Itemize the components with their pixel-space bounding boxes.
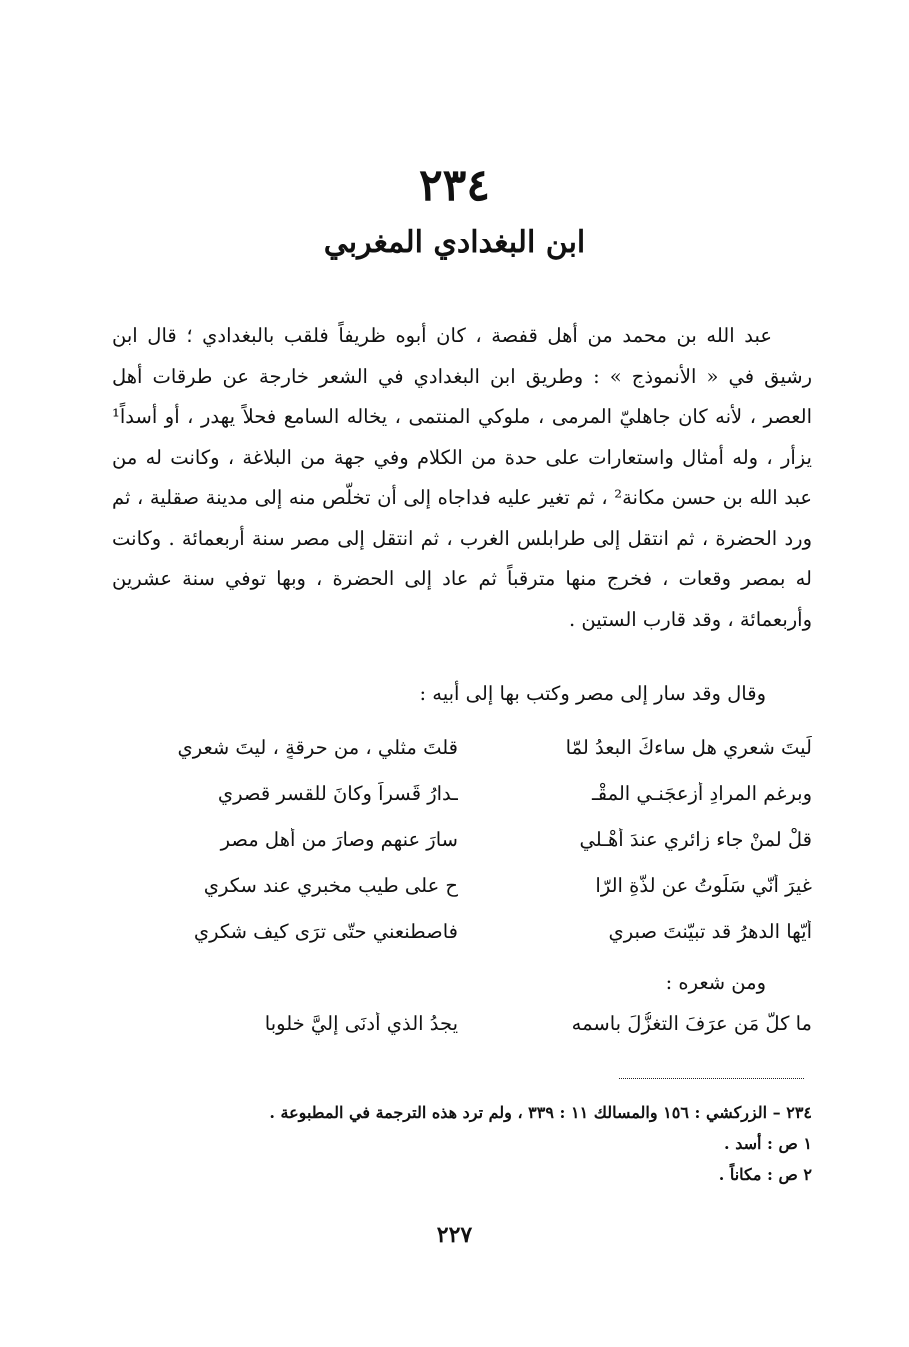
verse-3: [112, 816, 812, 862]
verse-second-hemistich: سارَ عنهم وصارَ من أهلِ مصر: [220, 827, 458, 851]
page-number: ٢٢٧: [436, 1222, 473, 1248]
footnote-source: ٢٣٤ – الزركشي : ١٥٦ والمسالك ١١ : ٣٣٩ ، ولم ترد هذه الترجمة في المطبوعة .: [269, 1103, 812, 1122]
verse-5: [112, 908, 812, 954]
verse-first-hemistich: أيّها الدهرُ قد تبيّنتَ صبري: [608, 919, 812, 943]
poem-intro: وقال وقد سار إلى مصر وكتب بها إلى أبيه :: [419, 682, 766, 705]
verse-2: [112, 770, 812, 816]
footnote-divider: [619, 1078, 804, 1079]
verse-second-hemistich: يجدُ الذي أدنَى إليَّ خلوبا: [264, 1012, 458, 1035]
verse-first-hemistich: ما كلُّ مَن عرَفَ التغزُّلَ باسمه: [571, 1012, 812, 1035]
poem2-intro: ومن شعره :: [665, 971, 766, 994]
verse-4: [112, 862, 812, 908]
biography-paragraph: [112, 316, 812, 640]
verse-second-hemistich: ـدارُ قَسراً وكانَ للقسرِ قصري: [217, 781, 458, 805]
verse-first-hemistich: غيرَ أنّي سَلَوتُ عن لذّةِ الرّا: [595, 873, 812, 897]
footnote-1: ١ ص : أسد .: [724, 1134, 812, 1153]
verse-second-hemistich: قلتَ مثلي ، من حرقةٍ ، ليتَ شعري: [177, 735, 458, 759]
verse-1: [112, 724, 812, 770]
verse-second-hemistich: فاصطنعني حتّى ترَى كيف شكري: [193, 919, 458, 943]
verse-first-hemistich: قلْ لمنْ جاء زائري عندَ أهْـلي: [579, 827, 812, 851]
verse-second-hemistich: حِ على طيبِ مخبري عند سكري: [203, 873, 458, 897]
entry-number: ٢٣٤: [419, 160, 490, 211]
biography-text: عبد الله بن محمد من أهل قفصة ، كان أبوه ظريفاً فلقب بالبغدادي ؛ قال ابن رشيق في « الأنموذج » : وطريق ابن البغدادي في الشعر خارجة عن طرقات أهل العصر ، لأنه كان جاهليّ المرمى ، ملوكي المنتمى ، يخاله السامع فحلاً يهدر ، أو أسداً¹ يزأر ، وله أمثال واستعارات على حدة من الكلام وفي جهة من البلاغة ، وكانت له من عبد الله بن حسن مكانة² ، ثم تغير عليه فداجاه إلى أن تخلّص منه إلى مدينة صقلية ، ثم ورد الحضرة ، ثم انتقل إلى طرابلس الغرب ، ثم انتقل إلى مصر سنة أربعمائة . وكانت له بمصر وقعات ، فخرج منها مترقباً ثم عاد إلى الحضرة ، وبها توفي سنة عشرين وأربعمائة ، وقد قارب الستين .: [112, 324, 813, 631]
verse-first-hemistich: وبرغمِ المرادِ أزعجَنـي المقْـ: [592, 781, 812, 805]
footnote-2: ٢ ص : مكاناً .: [718, 1165, 812, 1184]
entry-title: ابن البغدادي المغربي: [323, 225, 586, 260]
verse-first-hemistich: لَيتَ شعري هل ساءكَ البعدُ لمّا: [565, 735, 812, 759]
poem2-verse: [112, 1012, 812, 1035]
poem: [112, 724, 812, 954]
footnotes: [112, 1097, 812, 1190]
